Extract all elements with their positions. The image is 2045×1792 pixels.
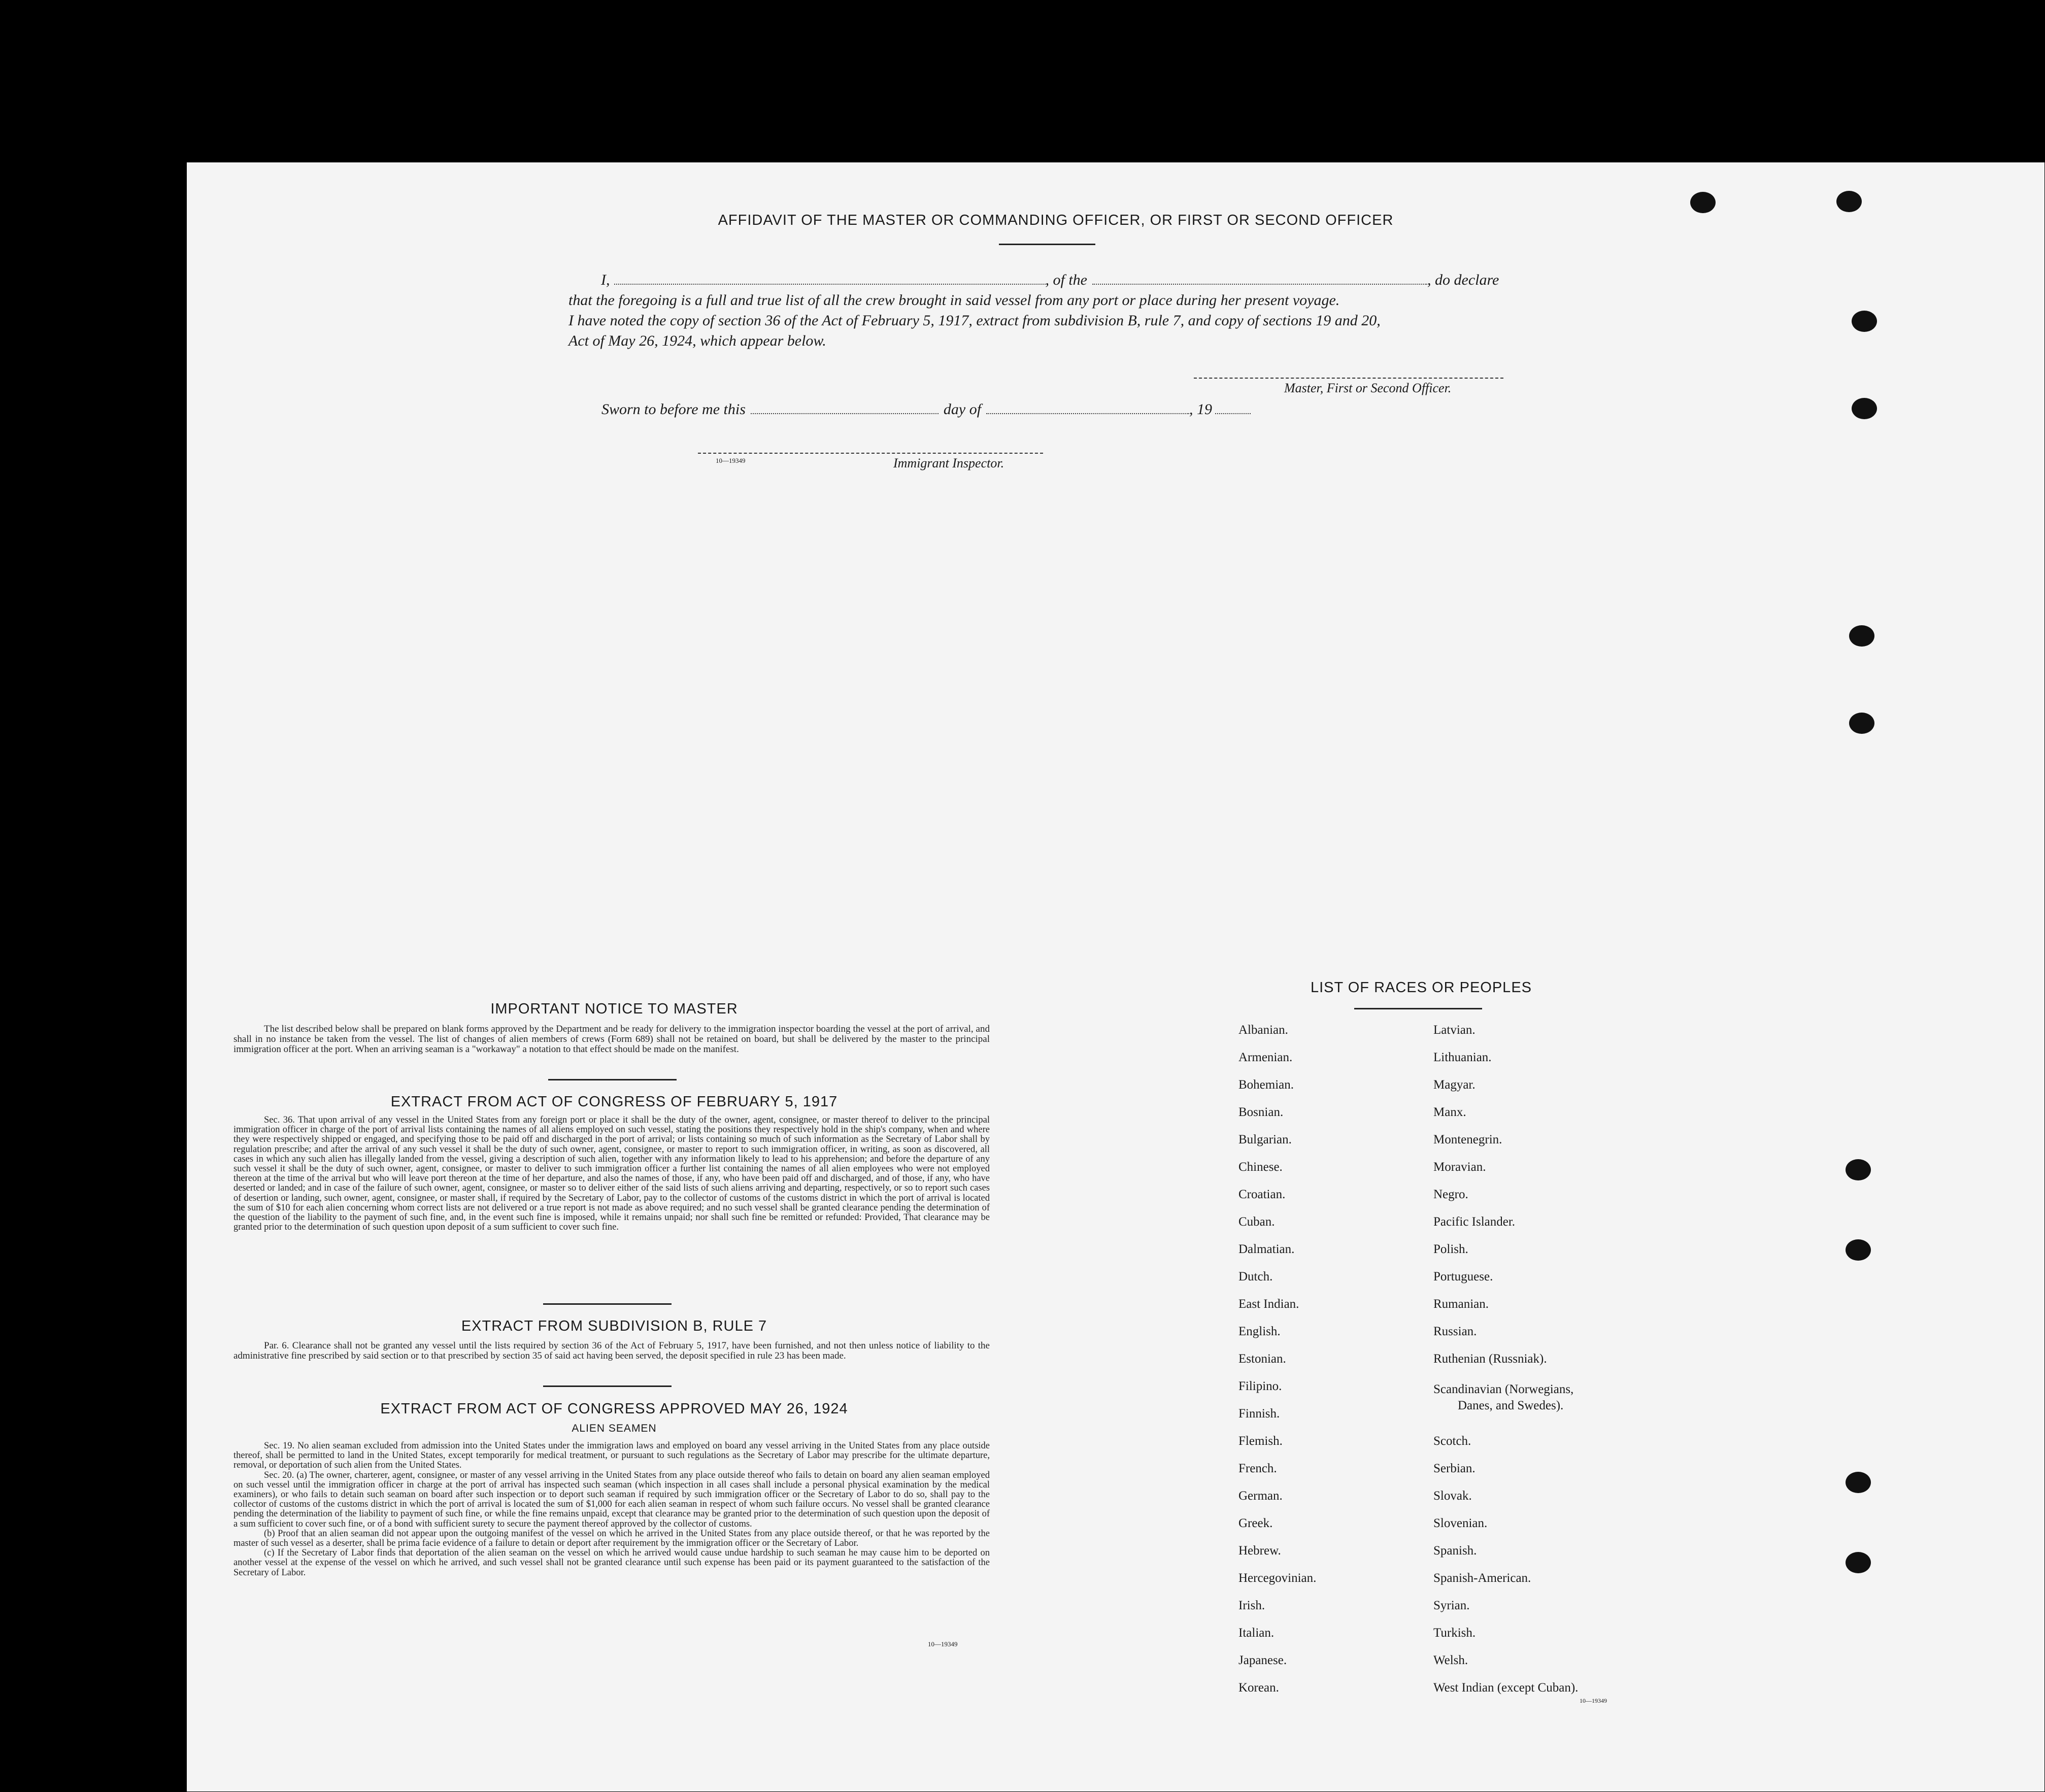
race-right-item: Syrian. (1433, 1599, 1470, 1612)
race-right-item: Slovak. (1433, 1489, 1472, 1503)
race-left-item: Filipino. (1238, 1379, 1282, 1393)
race-left-item: Bohemian. (1238, 1078, 1294, 1092)
extract-rule7-title: EXTRACT FROM SUBDIVISION B, RULE 7 (461, 1318, 767, 1334)
punch-hole (1846, 1159, 1871, 1180)
sworn-row (601, 401, 1251, 418)
races-rule (1354, 1008, 1482, 1009)
sworn-month-field[interactable] (986, 413, 1189, 414)
i-label: I, (601, 272, 610, 288)
section-rule (543, 1303, 672, 1305)
race-right-item: Spanish. (1433, 1544, 1477, 1558)
race-right-item: Slovenian. (1433, 1516, 1488, 1530)
affidavit-line-4: Act of May 26, 1924, which appear below. (568, 332, 826, 349)
race-right-item: Serbian. (1433, 1462, 1476, 1475)
race-right-item: Portuguese. (1433, 1270, 1493, 1283)
race-left-item: Finnish. (1238, 1407, 1280, 1421)
race-right-item: Polish. (1433, 1242, 1468, 1256)
race-left-item: Bosnian. (1238, 1105, 1284, 1119)
extract-1917-body: Sec. 36. That upon arrival of any vessel in the United States from any foreign port or place it shall be the duty of the owner, agent, consignee, or master thereof to deliver to the principal immigration officer in charge of the port of arrival lists containing the names of all aliens employed on such vessel, stating the positions they respectively hold in the ship's company, when and where they were respectively shipped or engaged, and specifying those to be paid off and discharged in the port of arrival; or lists containing so much of such information as the Secretary of Labor shall by regulation prescribe; and after the arrival of any such vessel it shall be the duty of such owner, agent, consignee, or master to report to such immigration officer, in writing, as soon as discovered, all cases in which any such alien has illegally landed from the vessel, giving a description of such alien, together with any information likely to lead to his apprehension; and before the departure of any such vessel it shall be the duty of such owner, agent, consignee, or master to deliver to such immigration officer a further list containing the names of all alien employees who were not employed thereon at the time of the arrival but who will leave port thereon at the time of her departure, and also the names of those, if any, who have been paid off and discharged, and of those, if any, who have deserted or landed; and in case of the failure of such owner, agent, consignee, or master so to deliver either of the said lists of such aliens arriving and departing, respectively, or so to report such cases of desertion or landing, such owner, agent, consignee, or master shall, if required by the Secretary of Labor, pay to the collector of customs of the customs district in which the port of arrival is located the sum of $10 for each alien concerning whom correct lists are not delivered or a true report is not made as above required; and no such vessel shall be granted clearance pending the determination of the question of the liability to the payment of such fine, and, in the event such fine is imposed, while it remains unpaid; nor shall such fine be remitted or refunded: Provided, That clearance may be granted prior to the determination of such question upon deposit of a sum sufficient to cover such fine. (233, 1115, 990, 1233)
race-left-item: Dalmatian. (1238, 1242, 1295, 1256)
notice-title: IMPORTANT NOTICE TO MASTER (490, 1001, 738, 1017)
race-left-item: Japanese. (1238, 1653, 1287, 1667)
race-left-item: East Indian. (1238, 1297, 1299, 1311)
race-left-item: Croatian. (1238, 1188, 1286, 1201)
vessel-field[interactable] (1092, 284, 1427, 285)
do-declare-label: , do declare (1427, 272, 1499, 288)
race-right-item: Pacific Islander. (1433, 1215, 1516, 1229)
race-left-item: Albanian. (1238, 1023, 1288, 1037)
extract-rule7-body: Par. 6. Clearance shall not be granted any vessel until the lists required by section 36 of the Act of February 5, 1917, have been furnished, and not then unless notice of liability to the administrative fine prescribed by said section or to that prescribed by section 35 of said act having been served, the deposit specified in rule 23 has been made. (233, 1340, 990, 1361)
race-right-item: Rumanian. (1433, 1297, 1489, 1311)
punch-hole (1852, 398, 1877, 419)
race-right-item: Montenegrin. (1433, 1133, 1502, 1146)
punch-hole (1690, 192, 1716, 213)
punch-hole (1849, 625, 1874, 647)
races-form-number: 10—19349 (1580, 1697, 1607, 1704)
master-signature-line[interactable] (1194, 378, 1503, 379)
race-right-item: West Indian (except Cuban). (1433, 1681, 1579, 1695)
extract-1924-subtitle: ALIEN SEAMEN (572, 1423, 657, 1434)
extract-1917-title: EXTRACT FROM ACT OF CONGRESS OF FEBRUARY 5, 1917 (390, 1094, 838, 1110)
punch-hole (1846, 1552, 1871, 1573)
race-left-item: Greek. (1238, 1516, 1273, 1530)
master-signature-label: Master, First or Second Officer. (1284, 381, 1452, 395)
affidavit-text (568, 270, 1523, 351)
extract-1924-body (233, 1441, 990, 1578)
race-left-item: Chinese. (1238, 1160, 1283, 1174)
name-field[interactable] (614, 284, 1046, 285)
affidavit-line-2: that the foregoing is a full and true list of all the crew brought in said vessel from any port or place during her present voyage. (568, 292, 1340, 309)
race-right-item: Welsh. (1433, 1653, 1468, 1667)
race-right-item: Danes, and Swedes). (1458, 1399, 1564, 1412)
extract-1924-title: EXTRACT FROM ACT OF CONGRESS APPROVED MAY 26, 1924 (380, 1401, 848, 1417)
race-left-item: Armenian. (1238, 1051, 1293, 1064)
race-right-item: Spanish-American. (1433, 1571, 1531, 1585)
title-rule (999, 244, 1095, 245)
race-left-item: Dutch. (1238, 1270, 1273, 1283)
races-title: LIST OF RACES OR PEOPLES (1310, 979, 1532, 996)
of-the-label: , of the (1045, 272, 1087, 288)
race-left-item: Italian. (1238, 1626, 1275, 1640)
punch-hole (1849, 713, 1874, 734)
sec-20c: (c) If the Secretary of Labor finds that deportation of the alien seaman on the vessel on which he arrived would cause undue hardship to such seaman he may cause him to be deported on another vessel at the expense of the vessel on which he arrived, and such vessel shall not be granted clearance until such expense has been paid or its payment guaranteed to the satisfaction of the Secretary of Labor. (233, 1548, 990, 1578)
race-right-item: Turkish. (1433, 1626, 1476, 1640)
race-right-item: Magyar. (1433, 1078, 1476, 1092)
race-left-item: Irish. (1238, 1599, 1265, 1612)
affidavit-title: AFFIDAVIT OF THE MASTER OR COMMANDING OFFICER, OR FIRST OR SECOND OFFICER (718, 212, 1394, 228)
punch-hole (1846, 1239, 1871, 1261)
race-right-item: Russian. (1433, 1325, 1477, 1338)
race-left-item: English. (1238, 1325, 1281, 1338)
race-left-item: French. (1238, 1462, 1277, 1475)
sworn-label: Sworn to before me this (601, 401, 746, 418)
race-left-item: Bulgarian. (1238, 1133, 1292, 1146)
race-right-item: Ruthenian (Russniak). (1433, 1352, 1547, 1366)
affidavit-line-1 (568, 270, 1523, 290)
inspector-label: Immigrant Inspector. (893, 456, 1004, 470)
race-left-item: Cuban. (1238, 1215, 1275, 1229)
punch-hole (1846, 1472, 1871, 1493)
sec-20a: Sec. 20. (a) The owner, charterer, agent, consignee, or master of any vessel arriving in the United States from any place outside thereof who fails to detain on board any alien seaman employed on such vessel until the immigration officer in charge at the port of arrival has inspected such seaman (which inspection in all cases shall include a personal physical examination by the medical examiners), or who fails to detain such seaman on board after such inspection or to deport such seaman if required by such immigration officer or the Secretary of Labor to do so, shall pay to the collector of customs of the customs district in which the port of arrival is located the sum of $1,000 for each alien seaman in respect of whom such failure occurs. No vessel shall be granted clearance pending the determination of the liability to payment of such fine, or while the fine remains unpaid, except that clearance may be granted prior to the determination of such question upon the deposit of a sum sufficient to cover such fine, or of a bond with sufficient surety to secure the payment thereof approved by the collector of customs. (233, 1470, 990, 1529)
race-right-item: Negro. (1433, 1188, 1468, 1201)
race-left-item: Korean. (1238, 1681, 1279, 1695)
punch-hole (1836, 191, 1862, 212)
section-rule (543, 1385, 672, 1387)
race-left-item: Hebrew. (1238, 1544, 1281, 1558)
sec-20b: (b) Proof that an alien seaman did not appear upon the outgoing manifest of the vessel on which he arrived in the United States from any place outside thereof, or that he was reported by the master of such vessel as a deserter, shall be prima facie evidence of a failure to detain or deport after requirement by the immigration officer or the Secretary of Labor. (233, 1528, 990, 1549)
race-left-item: Flemish. (1238, 1434, 1283, 1448)
race-right-item: Scotch. (1433, 1434, 1471, 1448)
race-left-item: Hercegovinian. (1238, 1571, 1317, 1585)
inspector-signature-line[interactable] (698, 453, 1043, 454)
form-number-bottom: 10—19349 (928, 1640, 958, 1648)
race-right-item: Lithuanian. (1433, 1051, 1492, 1064)
sec-19: Sec. 19. No alien seaman excluded from admission into the United States under the immigration laws and employed on board any vessel arriving in the United States from any place outside thereof, shall be permitted to land in the United States, except temporarily for medical treatment, or pursuant to such regulations as the Secretary of Labor may prescribe for the ultimate departure, removal, or deportation of such alien from the United States. (233, 1441, 990, 1471)
notice-body: The list described below shall be prepared on blank forms approved by the Department and be ready for delivery to the immigration inspector boarding the vessel at the port of arrival, and shall in no instance be taken from the vessel. The list of changes of alien members of crews (Form 689) shall not be retained on board, but shall be delivered by the master to the principal immigration officer at the port. When an arriving seaman is a "workaway" a notation to that effect should be made on the manifest. (233, 1024, 990, 1055)
year-label: , 19 (1189, 401, 1213, 418)
affidavit-line-3: I have noted the copy of section 36 of the Act of February 5, 1917, extract from subdivision B, rule 7, and copy of sections 19 and 20, (568, 312, 1381, 329)
form-number-small: 10—19349 (716, 457, 746, 464)
race-right-item: Scandinavian (Norwegians, (1433, 1382, 1574, 1396)
race-left-item: German. (1238, 1489, 1283, 1503)
sworn-day-field[interactable] (751, 413, 938, 414)
race-right-item: Latvian. (1433, 1023, 1476, 1037)
section-rule (548, 1079, 677, 1080)
punch-hole (1852, 311, 1877, 332)
race-left-item: Estonian. (1238, 1352, 1286, 1366)
day-of-label: day of (943, 401, 982, 418)
race-right-item: Moravian. (1433, 1160, 1486, 1174)
race-right-item: Manx. (1433, 1105, 1466, 1119)
year-field[interactable] (1215, 413, 1251, 414)
